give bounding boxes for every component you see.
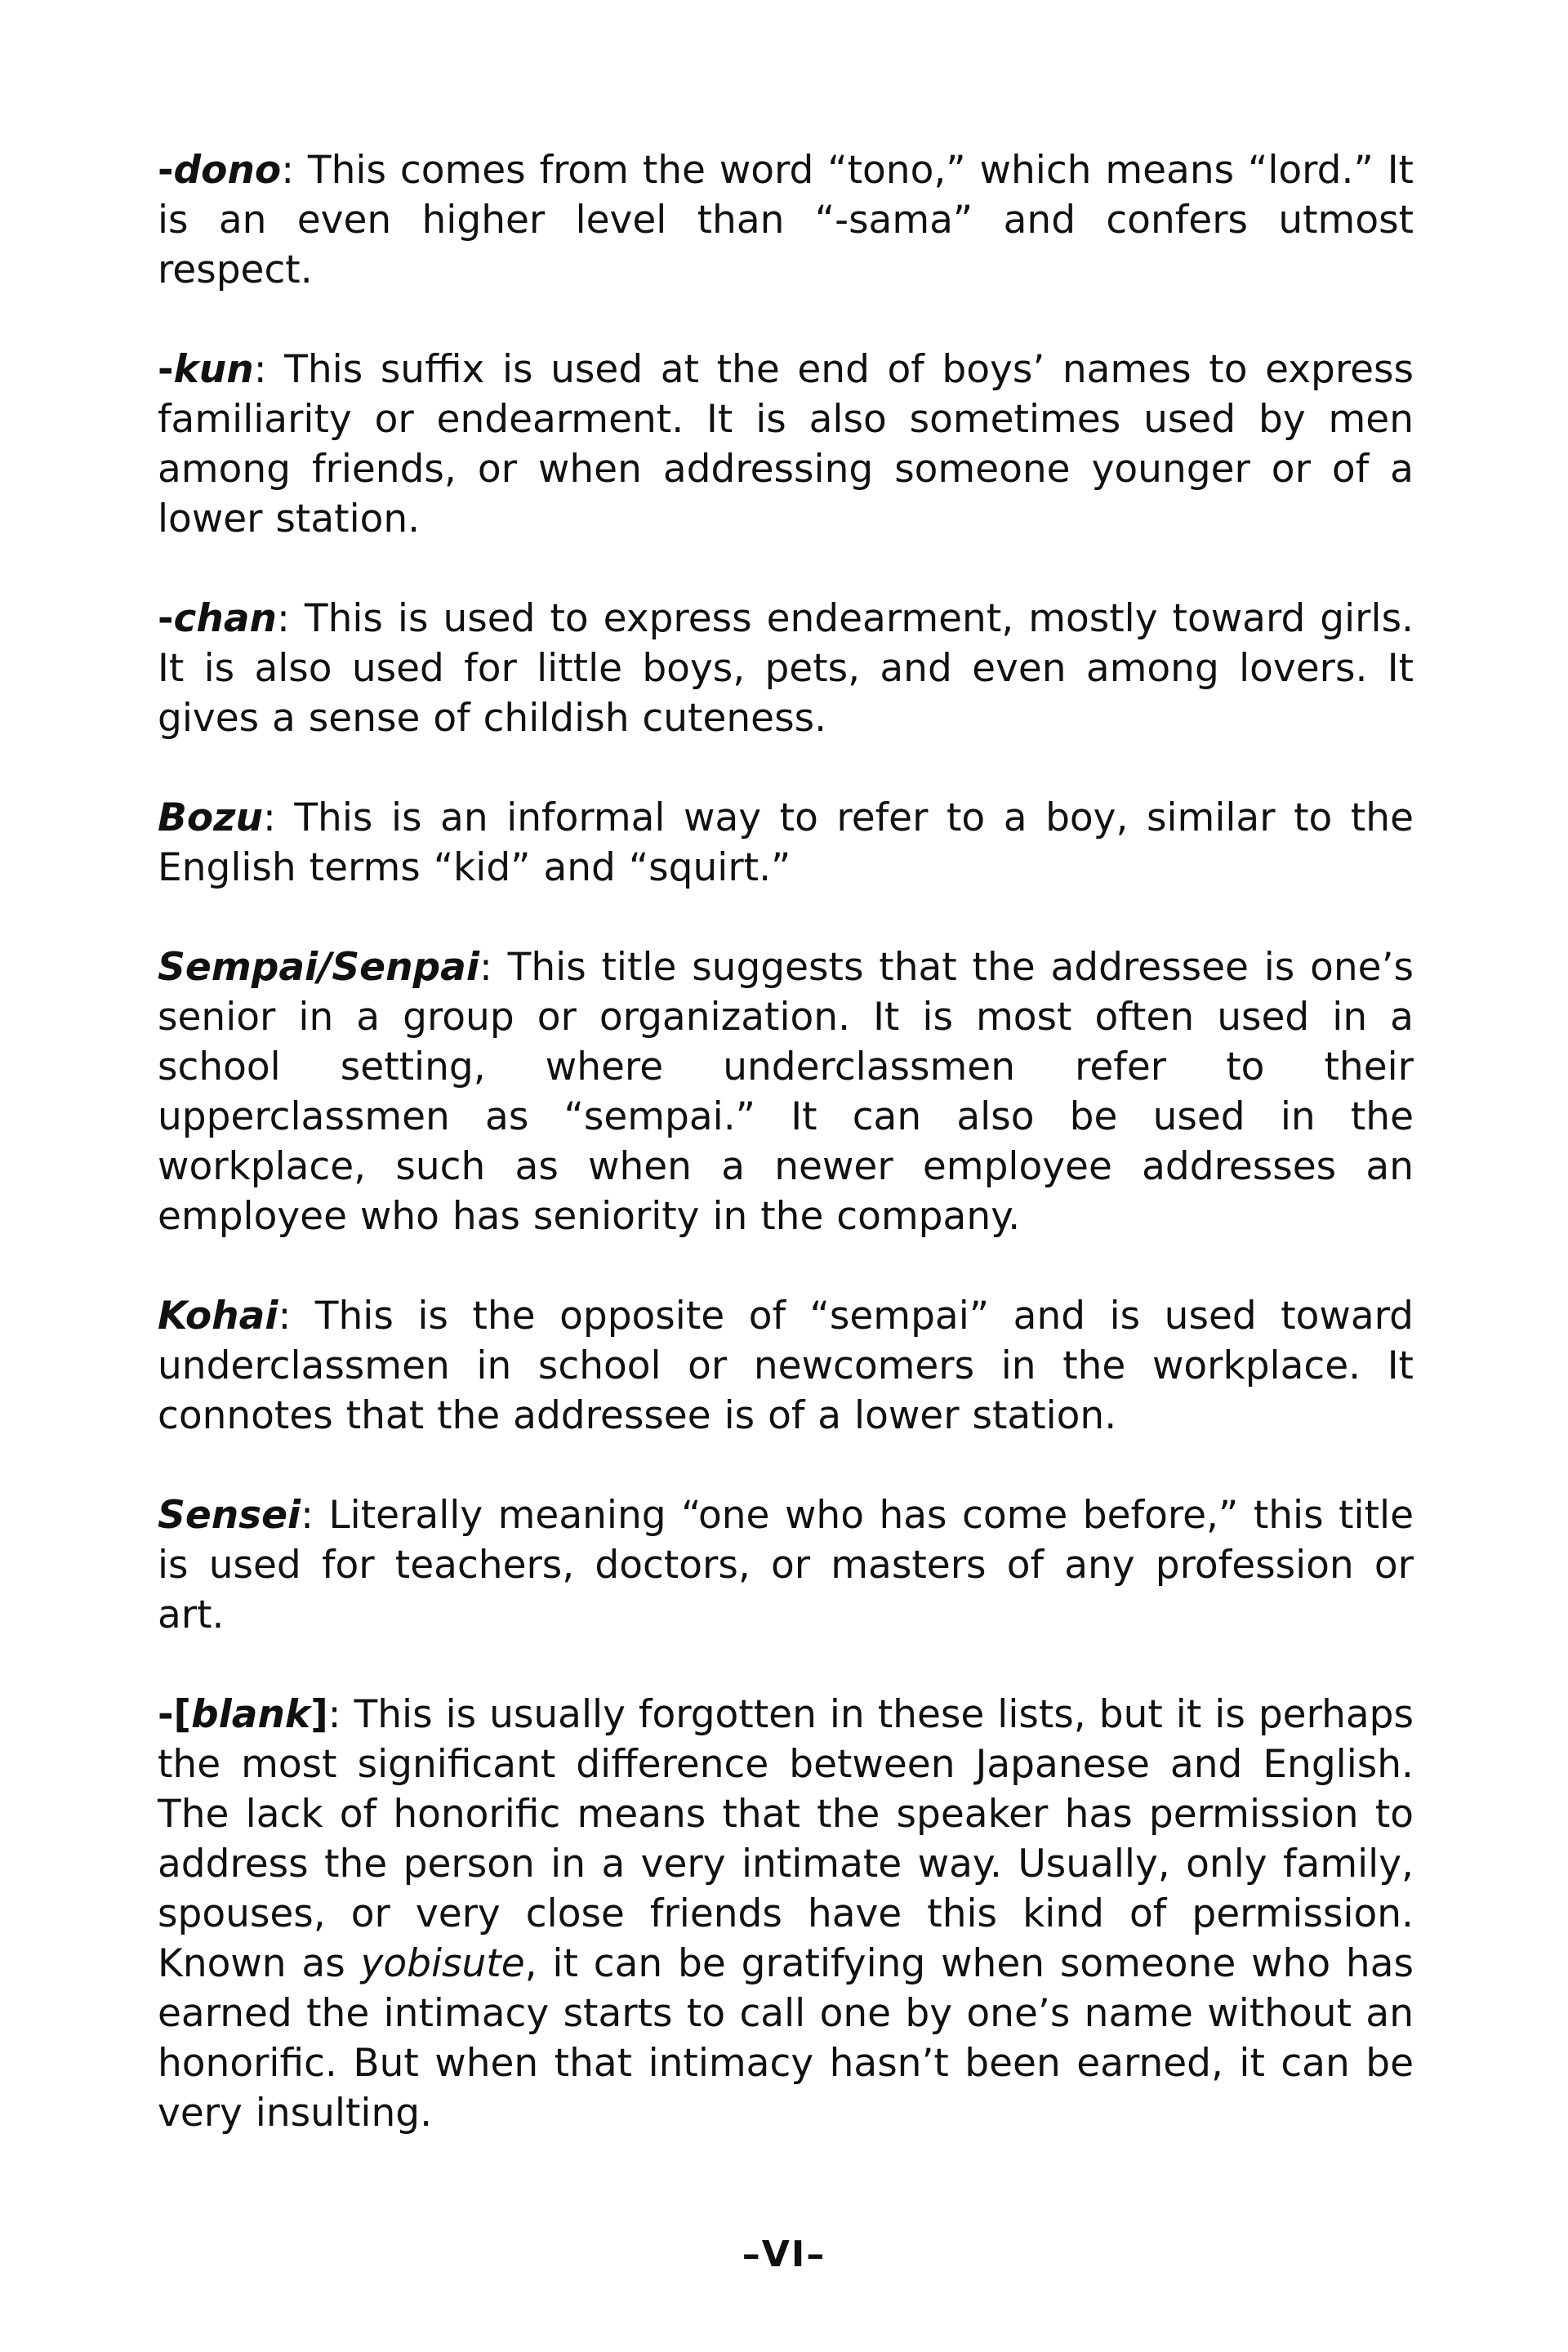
entry-prefix: -[ xyxy=(158,1692,191,1737)
entry-definition: : This suffix is used at the end of boys’ names to express familiarity or endearment. It is also sometimes used by men among friends, or when addressing someone younger or of a lower station. xyxy=(158,347,1414,541)
entry-definition: : Literally meaning “one who has come before,” this title is used for teachers, doctors, or masters of any profession or art. xyxy=(158,1493,1414,1637)
honorifics-glossary xyxy=(158,145,1414,2188)
entry-definition: : This is used to express endearment, mostly toward girls. It is also used for little boys, pets, and even among lovers. It gives a sense of childish cuteness. xyxy=(158,596,1414,741)
entry-term: dono xyxy=(173,148,282,193)
entry-definition: : This is the opposite of “sempai” and is used toward underclassmen in school or newcomers in the workplace. It connotes that the addressee is of a lower station. xyxy=(158,1294,1414,1438)
entry-prefix: - xyxy=(158,596,174,641)
emphasis-yobisute: yobisute xyxy=(360,1941,525,1986)
entry-prefix: - xyxy=(158,347,174,392)
entry-term: Bozu xyxy=(158,795,263,840)
entry-kohai xyxy=(158,1291,1414,1441)
entry-term: kun xyxy=(173,347,254,392)
entry-definition: : This is an informal way to refer to a boy, similar to the English terms “kid” and “squirt.” xyxy=(158,795,1414,890)
entry-prefix: - xyxy=(158,148,174,193)
entry-term: Sensei xyxy=(158,1493,301,1538)
entry-blank xyxy=(158,1690,1414,2138)
entry-definition: : This title suggests that the addressee is one’s senior in a group or organization. It is most often used in a school setting, where underclassmen refer to their upperclassmen as “sempai.” It can also be used in the workplace, such as when a newer employee addresses an employee who has seniority in the company. xyxy=(158,945,1414,1239)
entry-term: Kohai xyxy=(158,1294,278,1339)
entry-definition: : This comes from the word “tono,” which means “lord.” It is an even higher level than “-sama” and confers utmost respect. xyxy=(158,148,1414,292)
page-number: –VI– xyxy=(742,2234,826,2275)
entry-bozu xyxy=(158,793,1414,893)
entry-chan xyxy=(158,594,1414,743)
entry-term: blank xyxy=(191,1692,311,1737)
entry-sempai xyxy=(158,942,1414,1241)
entry-sensei xyxy=(158,1490,1414,1640)
entry-term: Sempai/Senpai xyxy=(158,945,479,990)
entry-term-close: ] xyxy=(310,1692,328,1737)
entry-kun xyxy=(158,345,1414,544)
entry-definition: : This is usually forgotten in these lists, but it is perhaps the most significant difference between Japanese and English. The lack of honorific means that the speaker has permission to address the person in a very intimate way. Usually, only family, spouses, or very close friends have this kind of permission. Known as xyxy=(158,1692,1414,1986)
entry-definition-continued: , it can be gratifying when someone who has earned the intimacy starts to call one by one’s name without an honorific. But when that intimacy hasn’t been earned, it can be very insulting. xyxy=(158,1941,1414,2136)
entry-dono xyxy=(158,145,1414,295)
entry-term: chan xyxy=(173,596,278,641)
